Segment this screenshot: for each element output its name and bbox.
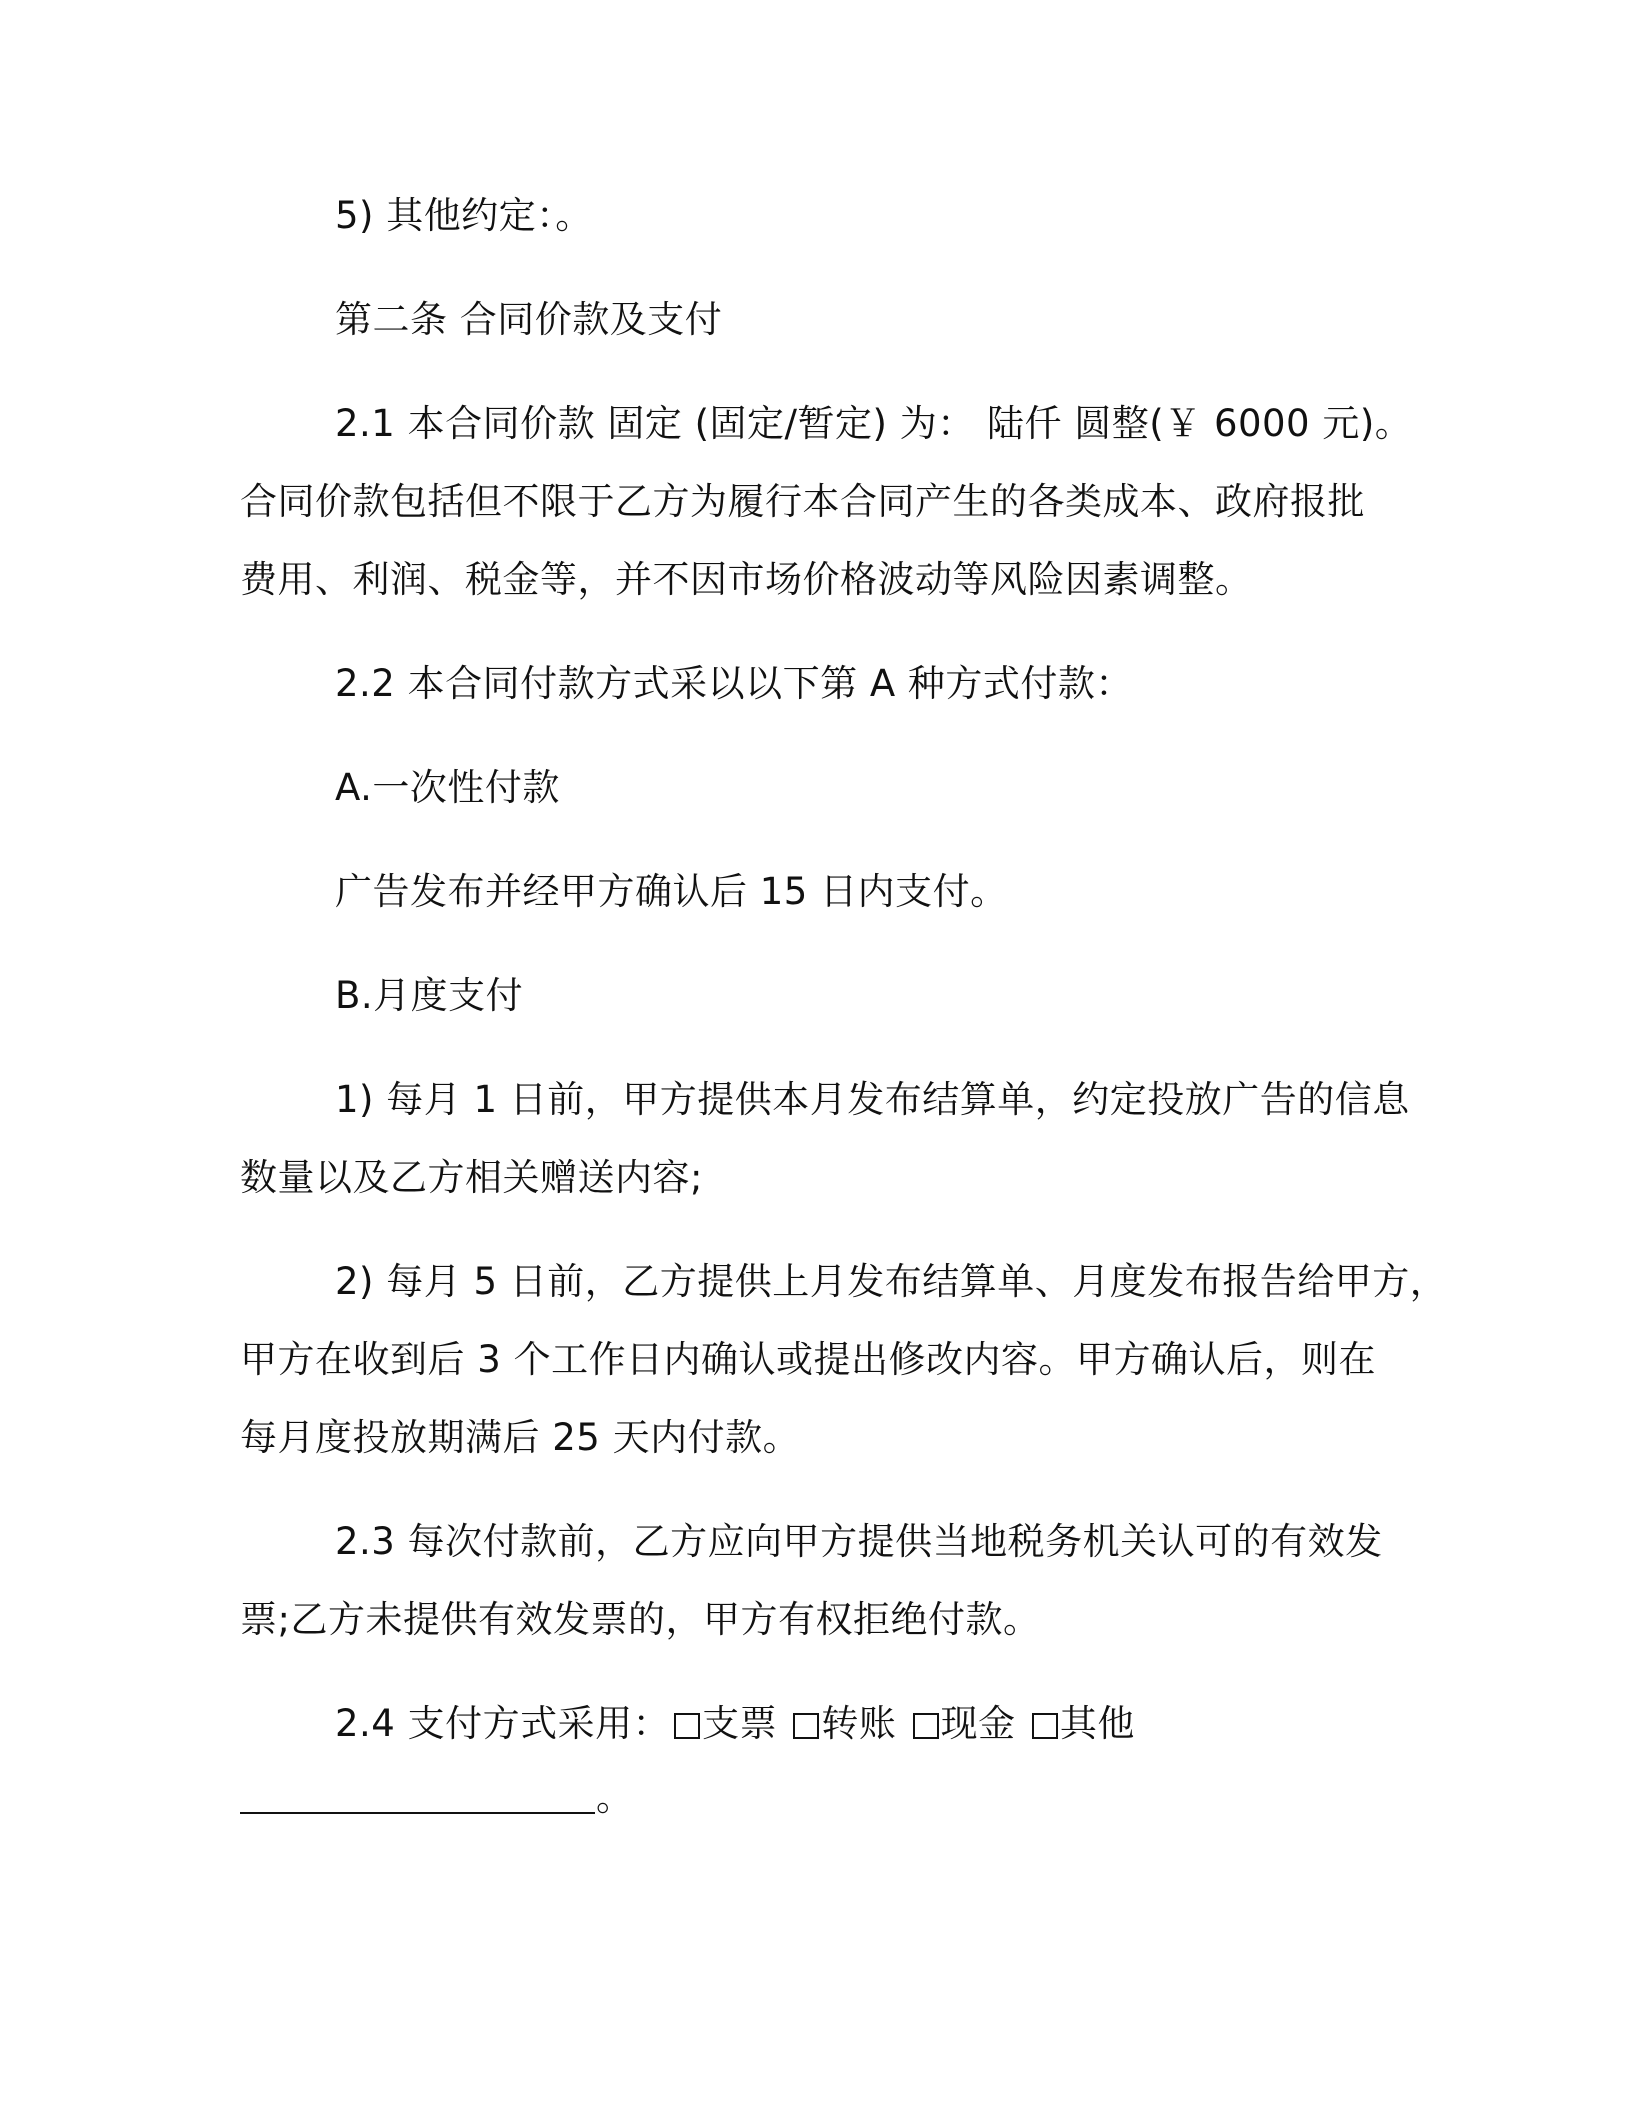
checkbox-other[interactable]: [1032, 1713, 1058, 1739]
option-a-text: 广告发布并经甲方确认后 15 日内支付。: [335, 870, 1008, 913]
option-b-1-line-2: 数量以及乙方相关赠送内容;: [240, 1156, 703, 1199]
clause-2-3-line-2: 票;乙方未提供有效发票的，甲方有权拒绝付款。: [240, 1598, 1041, 1641]
clause-2-1-line-1: 2.1 本合同价款 固定 (固定/暂定) 为： 陆仟 圆整(￥ 6000 元)。: [335, 402, 1413, 445]
article-2-title: 第二条 合同价款及支付: [335, 298, 723, 341]
other-method-blank-line: [240, 1812, 595, 1814]
option-b-title: B.月度支付: [335, 974, 524, 1017]
option-cheque-label: 支票: [702, 1702, 778, 1745]
item-5-other-agreement: 5) 其他约定：。: [335, 194, 593, 237]
option-a-title: A.一次性付款: [335, 766, 560, 809]
option-transfer-label: 转账: [821, 1702, 897, 1745]
clause-2-4-prefix: 2.4 支付方式采用：: [335, 1702, 671, 1745]
clause-2-3-line-1: 2.3 每次付款前，乙方应向甲方提供当地税务机关认可的有效发: [335, 1520, 1383, 1563]
clause-2-4-end-mark: 。: [596, 1776, 633, 1819]
option-b-2-line-2: 甲方在收到后 3 个工作日内确认或提出修改内容。甲方确认后，则在: [240, 1338, 1377, 1381]
clause-2-2: 2.2 本合同付款方式采以以下第 A 种方式付款：: [335, 662, 1133, 705]
clause-2-4: [335, 1700, 1135, 1748]
clause-2-1-line-3: 费用、利润、税金等，并不因市场价格波动等风险因素调整。: [240, 558, 1253, 601]
option-b-2-line-1: 2) 每月 5 日前，乙方提供上月发布结算单、月度发布报告给甲方，: [335, 1260, 1448, 1303]
option-cash-label: 现金: [940, 1702, 1016, 1745]
clause-2-1-line-2: 合同价款包括但不限于乙方为履行本合同产生的各类成本、政府报批: [240, 480, 1365, 523]
option-b-1-line-1: 1) 每月 1 日前，甲方提供本月发布结算单，约定投放广告的信息: [335, 1078, 1410, 1121]
checkbox-cheque[interactable]: [674, 1713, 700, 1739]
checkbox-transfer[interactable]: [793, 1713, 819, 1739]
checkbox-cash[interactable]: [913, 1713, 939, 1739]
option-other-label: 其他: [1059, 1702, 1135, 1745]
option-b-2-line-3: 每月度投放期满后 25 天内付款。: [240, 1416, 801, 1459]
